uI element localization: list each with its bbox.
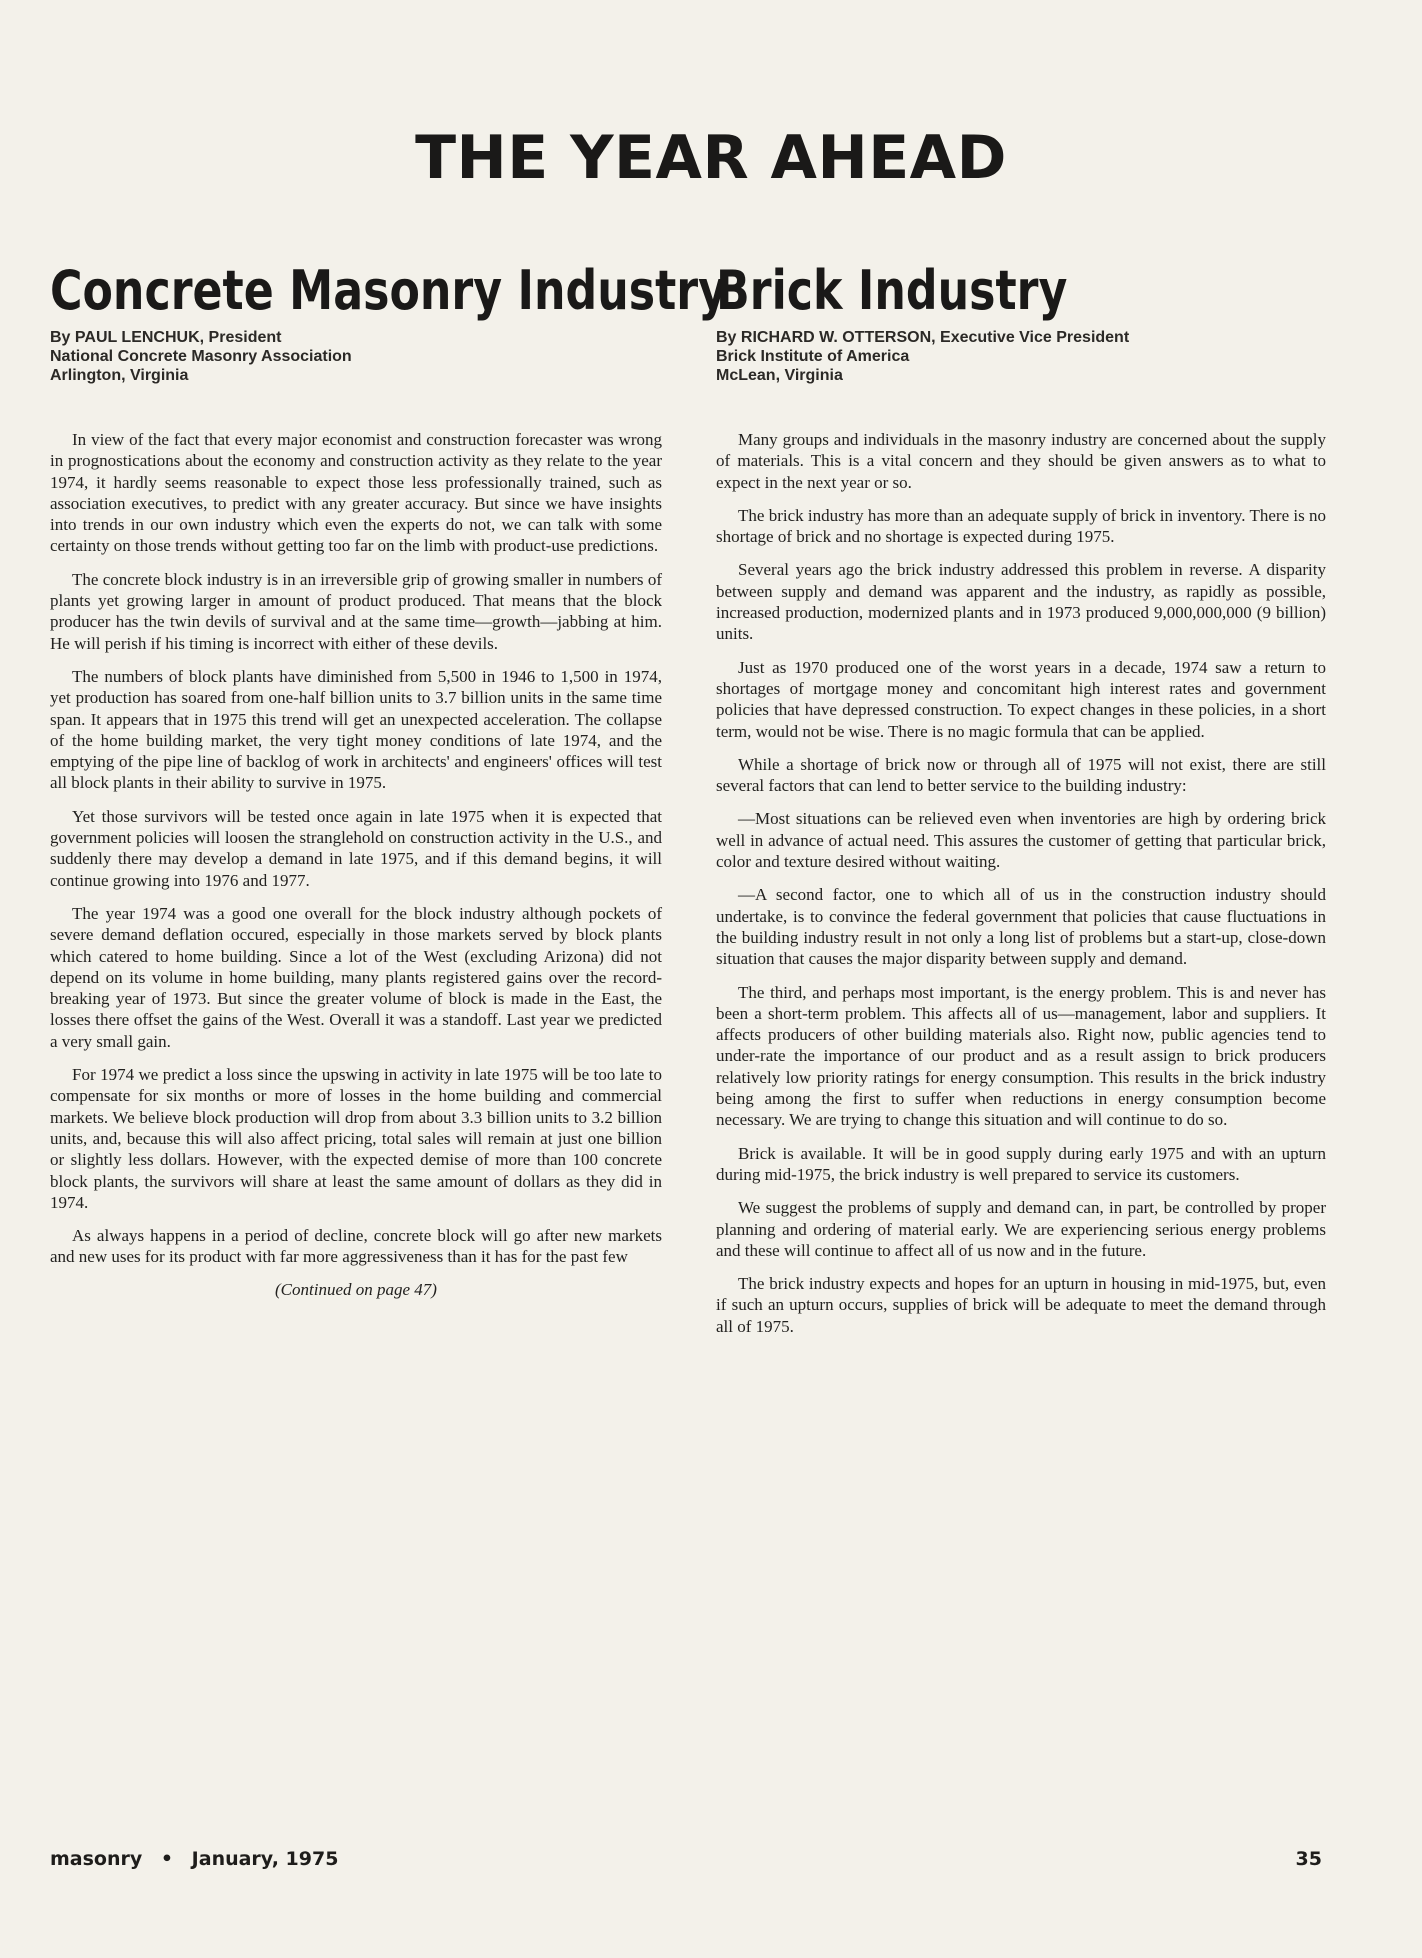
paragraph: Yet those survivors will be tested once again in late 1975 when it is expected that government policies will loosen the stranglehold on construction activity in the U.S., and suddenly there may develop a demand in late 1975, and if this demand begins, it will continue growing into 1976 and 1977. [50, 806, 662, 890]
byline-author-line [716, 328, 1326, 347]
paragraph: Several years ago the brick industry addressed this problem in reverse. A disparity between supply and demand was apparent and the industry, as rapidly as possible, increased production, modernized plants and in 1973 produced 9,000,000,000 (9 billion) units. [716, 560, 1326, 644]
paragraph: —Most situations can be relieved even when inventories are high by ordering brick well in advance of actual need. This assures the customer of getting that particular brick, color and texture desired without waiting. [716, 809, 1326, 872]
byline [716, 328, 1326, 385]
author-role: Executive Vice President [940, 329, 1130, 346]
paragraph: While a shortage of brick now or through all of 1975 will not exist, there are still several factors that can lend to better service to the building industry: [716, 754, 1326, 796]
article-headline: Concrete Masonry Industry [50, 259, 727, 322]
byline [50, 328, 662, 385]
article-body [716, 429, 1326, 1337]
paragraph: For 1974 we predict a loss since the upswing in activity in late 1975 will be too late to compensate for six months or more of losses in the home building and commercial markets. We believe block production will drop from about 3.3 billion units to 3.2 billion units, and, because this will also affect pricing, total sales will remain at just one billion or slightly less dollars. However, with the expected demise of more than 100 concrete block plants, the survivors will share at least the same amount of dollars as they did in 1974. [50, 1065, 662, 1212]
separator-dot: • [160, 1848, 174, 1870]
publication-name: masonry [50, 1848, 143, 1870]
paragraph: We suggest the problems of supply and demand can, in part, be controlled by proper planning and ordering of material early. We are experiencing serious energy problems and these will continue to affect all of us now and in the future. [716, 1198, 1326, 1260]
page-title: THE YEAR AHEAD [415, 123, 1007, 193]
paragraph: The year 1974 was a good one overall for the block industry although pockets of severe demand deflation occured, especially in those markets served by block plants which catered to home building. Since a lot of the West (excluding Arizona) did not depend on its volume in home building, many plants registered gains over the record-breaking year of 1973. But since the greater volume of block is made in the East, the losses there offset the gains of the West. Overall it was a standoff. Last year we predicted a very small gain. [50, 903, 662, 1051]
author-organization: National Concrete Masonry Association [50, 348, 352, 365]
author-organization: Brick Institute of America [716, 348, 910, 365]
paragraph: The concrete block industry is in an irreversible grip of growing smaller in numbers of plants yet growing larger in amount of product produced. That means that the block producer has the twin devils of survival and at the same time—growth—jabbing at him. He will perish if his timing is incorrect with either of these devils. [50, 569, 662, 653]
author-role: President [208, 329, 282, 346]
author-name: By RICHARD W. OTTERSON, [716, 329, 936, 346]
paragraph: —A second factor, one to which all of us in the construction industry should undertake, is to convince the federal government that policies that cause fluctuations in the building industry result in not only a long list of problems but a start-up, close-down situation that causes the major disparity between supply and demand. [716, 885, 1326, 969]
brick-industry-article [716, 259, 1326, 1349]
article-headline: Brick Industry [716, 259, 1068, 322]
paragraph: Brick is available. It will be in good supply during early 1975 and with an upturn during mid-1975, the brick industry is well prepared to service its customers. [716, 1143, 1326, 1184]
page-footer [50, 1848, 1322, 1872]
author-location: Arlington, Virginia [50, 367, 189, 384]
article-body [50, 429, 662, 1300]
paragraph: In view of the fact that every major economist and construction forecaster was wrong in prognostications about the economy and construction activity as they relate to the year 1974, it hardly seems reasonable to expect those less professionally trained, such as association executives, to predict with any greater accuracy. But since we have insights into trends in our own industry which even the experts do not, we can talk with some certainty on those trends without getting too far on the limb with product-use predictions. [50, 430, 662, 556]
issue-date: January, 1975 [191, 1848, 339, 1870]
paragraph: The brick industry expects and hopes for an upturn in housing in mid-1975, but, even if such an upturn occurs, supplies of brick will be adequate to meet the demand through all of 1975. [716, 1274, 1326, 1336]
paragraph: The third, and perhaps most important, is the energy problem. This is and never has been a short-term problem. This affects all of us—management, labor and suppliers. It affects producers of other building materials also. Right now, public agencies tend to under-rate the importance of our product and as a result assign to brick producers relatively low priority ratings for energy consumption. This results in the brick industry being among the first to suffer when reductions in energy consumption become necessary. We are trying to change this situation and will continue to do so. [716, 982, 1326, 1130]
paragraph: The numbers of block plants have diminished from 5,500 in 1946 to 1,500 in 1974, yet production has soared from one-half billion units to 3.7 billion units in the same time span. It appears that in 1975 this trend will get an unexpected acceleration. The collapse of the home building market, the very tight money conditions of late 1974, and the emptying of the pipe line of backlog of work in architects' and engineers' offices will test all block plants in their ability to survive in 1975. [50, 666, 662, 793]
footer-publication-info [50, 1848, 338, 1870]
page-number: 35 [1295, 1848, 1322, 1870]
author-name: By PAUL LENCHUK, [50, 329, 205, 346]
paragraph: Many groups and individuals in the masonry industry are concerned about the supply of materials. This is a vital concern and they should be given answers as to what to expect in the next year or so. [716, 430, 1326, 492]
byline-author-line [50, 328, 662, 347]
author-location: McLean, Virginia [716, 367, 843, 384]
concrete-masonry-article [50, 259, 727, 1300]
paragraph: As always happens in a period of decline, concrete block will go after new markets and new uses for its product with far more aggressiveness than it has for the past few [50, 1226, 662, 1267]
continued-note: (Continued on page 47) [275, 1279, 437, 1299]
paragraph: Just as 1970 produced one of the worst years in a decade, 1974 saw a return to shortages of mortgage money and concomitant high interest rates and government policies that have depressed construction. To expect changes in these policies, in a short term, would not be wise. There is no magic formula that can be applied. [716, 657, 1326, 741]
paragraph: The brick industry has more than an adequate supply of brick in inventory. There is no shortage of brick and no shortage is expected during 1975. [716, 505, 1326, 547]
